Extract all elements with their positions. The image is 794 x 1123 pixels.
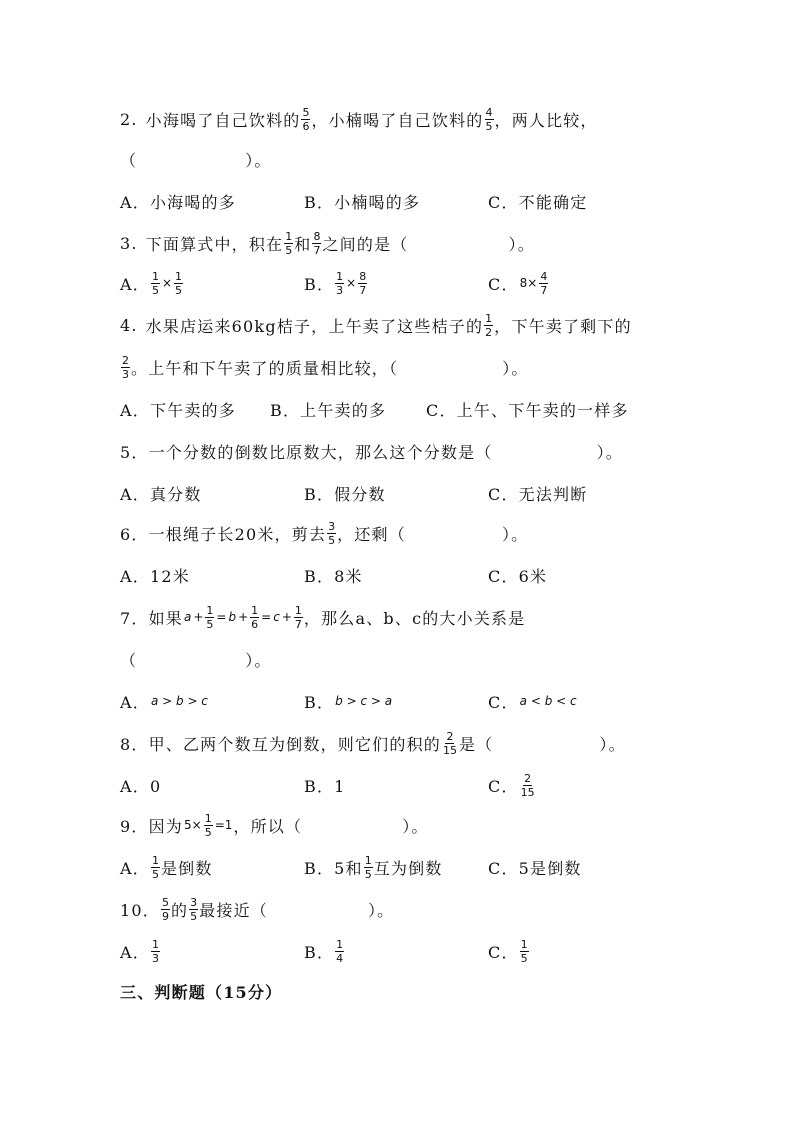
- q2-option-c[interactable]: C．不能确定: [488, 192, 588, 212]
- q3-fraction-2: $\frac{8}{7}$: [313, 229, 321, 257]
- q4-line-2: $\frac{2}{3}$ 。上午和下午卖了的质量相比较，（ ）。: [122, 353, 529, 381]
- q9-option-b[interactable]: B．5和 $\frac{1}{5}$ 互为倒数: [304, 853, 443, 881]
- q7-option-a[interactable]: A． a > b > c: [120, 692, 208, 712]
- q5-option-a[interactable]: A．真分数: [120, 484, 202, 504]
- q4-option-a[interactable]: A．下午卖的多: [120, 400, 236, 420]
- q2-text-2: ，小楠喝了自己饮料的: [311, 110, 484, 130]
- q3-option-b[interactable]: B． $\frac{1}{3}$ × $\frac{8}{7}$: [304, 269, 367, 297]
- q9-option-a[interactable]: A． $\frac{1}{5}$ 是倒数: [120, 853, 213, 881]
- q2-text-3: ，两人比较，: [494, 110, 598, 130]
- section-3-title: 三、判断题（15分）: [120, 982, 283, 1002]
- question-10: 10． $\frac{5}{9}$ 的 $\frac{3}{5}$ 最接近（ ）。: [120, 895, 395, 923]
- question-3: 3. 下面算式中，积在 $\frac{1}{5}$ 和 $\frac{8}{7}$ 之间的是（ ）。: [120, 229, 535, 257]
- q8-option-a[interactable]: A．0: [120, 776, 162, 796]
- q8-options: [120, 770, 680, 800]
- question-5: 5．一个分数的倒数比原数大，那么这个分数是（ ）。: [120, 442, 623, 462]
- q7-option-b[interactable]: B． b > c > a: [304, 692, 393, 712]
- q3-fraction-1: $\frac{1}{5}$: [285, 229, 293, 257]
- q10-fraction-1: $\frac{5}{9}$: [161, 895, 169, 923]
- question-6: 6．一根绳子长20米，剪去 $\frac{3}{5}$ ，还剩（ ）。: [120, 519, 529, 547]
- q8-option-b[interactable]: B．1: [304, 776, 346, 796]
- q2-fraction-1: $\frac{5}{6}$: [302, 105, 310, 133]
- q4-options: [120, 394, 680, 424]
- q9-options: [120, 852, 680, 882]
- q10-option-c[interactable]: C． $\frac{1}{5}$: [488, 937, 528, 965]
- q8-option-c[interactable]: C． $\frac{2}{15}$: [488, 771, 535, 799]
- question-8: 8．甲、乙两个数互为倒数，则它们的积的 $\frac{2}{15}$ 是（ ）。: [120, 729, 626, 757]
- q7-options: [120, 686, 680, 716]
- question-4: 4. 水果店运来60kg桔子，上午卖了这些桔子的 $\frac{1}{2}$ ，下午卖了剩下的: [120, 311, 632, 339]
- q6-option-b[interactable]: B．8米: [304, 566, 363, 586]
- q4-fraction-2: $\frac{2}{3}$: [122, 353, 129, 381]
- q6-options: [120, 560, 680, 590]
- q2-option-a[interactable]: A．小海喝的多: [120, 192, 236, 212]
- q6-option-c[interactable]: C．6米: [488, 566, 548, 586]
- q4-option-b[interactable]: B．上午卖的多: [270, 400, 387, 420]
- q2-option-b[interactable]: B．小楠喝的多: [304, 192, 421, 212]
- q4-fraction-1: $\frac{1}{2}$: [485, 311, 493, 339]
- q5-option-b[interactable]: B．假分数: [304, 484, 386, 504]
- q9-fraction: $\frac{1}{5}$: [204, 811, 212, 839]
- q9-option-c[interactable]: C．5是倒数: [488, 858, 582, 878]
- q10-fraction-2: $\frac{3}{5}$: [190, 895, 198, 923]
- q2-answer-line: （ ）。: [120, 150, 272, 170]
- q10-options: [120, 936, 680, 966]
- q10-option-a[interactable]: A． $\frac{1}{3}$: [120, 937, 159, 965]
- q3-options: [120, 268, 680, 298]
- q7-answer-line: （ ）。: [120, 650, 272, 670]
- q2-fraction-2: $\frac{4}{5}$: [485, 105, 493, 133]
- q2-text-1: 小海喝了自己饮料的: [145, 110, 301, 130]
- question-2: [120, 104, 598, 134]
- question-9: 9．因为 5× $\frac{1}{5}$ =1 ，所以（ ）。: [120, 811, 429, 839]
- q7-option-c[interactable]: C． a < b < c: [488, 692, 577, 712]
- q10-option-b[interactable]: B． $\frac{1}{4}$: [304, 937, 344, 965]
- q3-option-a[interactable]: A． $\frac{1}{5}$ × $\frac{1}{5}$: [120, 269, 183, 297]
- question-7: 7．如果 a + $\frac{1}{5}$ = b + $\frac{1}{6}$ = c + $\frac{1}{7}$ ，那么a、b、c的大小关系是: [120, 603, 526, 631]
- q2-number: 2.: [120, 109, 138, 129]
- q8-fraction: $\frac{2}{15}$: [442, 729, 457, 757]
- q2-options: [120, 186, 680, 216]
- q6-option-a[interactable]: A．12米: [120, 566, 190, 586]
- q5-option-c[interactable]: C．无法判断: [488, 484, 588, 504]
- q5-options: [120, 478, 680, 508]
- q3-option-c[interactable]: C． 8× $\frac{4}{7}$: [488, 269, 548, 297]
- q6-fraction: $\frac{3}{5}$: [328, 519, 336, 547]
- q4-option-c[interactable]: C．上午、下午卖的一样多: [426, 400, 629, 420]
